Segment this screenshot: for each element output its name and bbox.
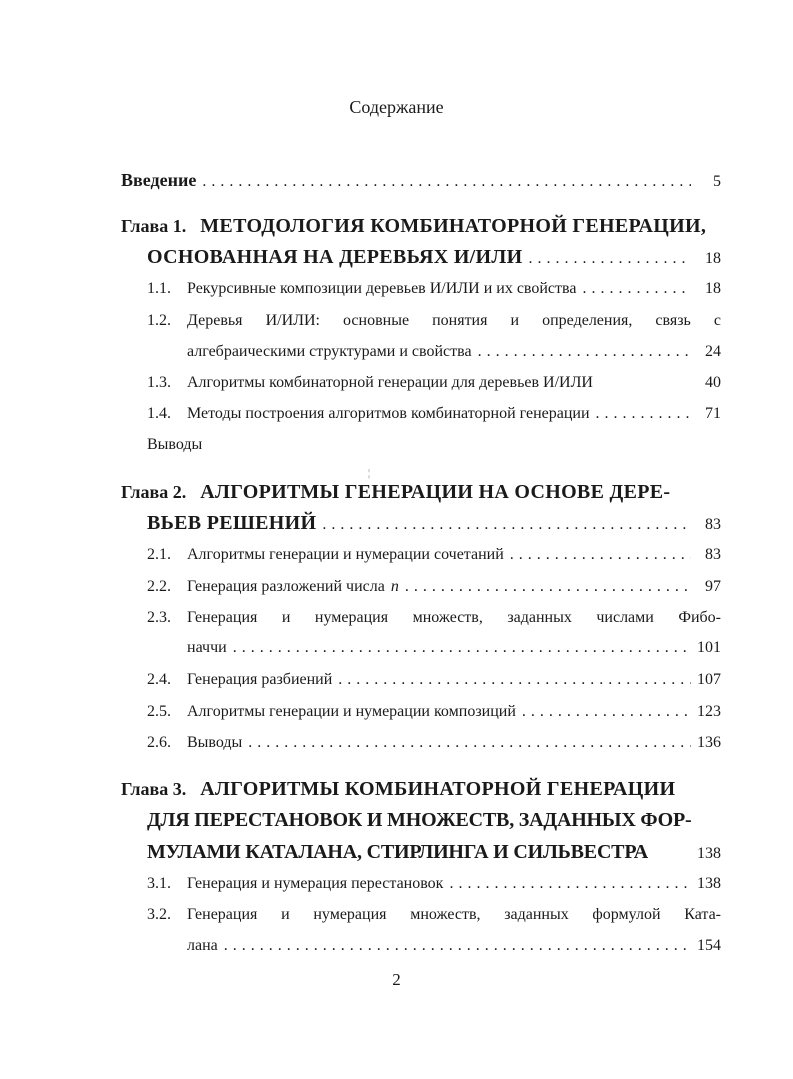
chapter-3-heading[interactable] bbox=[121, 778, 721, 801]
chapter-1-heading[interactable] bbox=[121, 215, 721, 238]
leader-dots bbox=[522, 703, 691, 721]
section-number: 3.1. bbox=[147, 875, 171, 892]
section-title: Генерация разложений числа bbox=[187, 578, 385, 595]
page-ref: 18 bbox=[705, 280, 721, 297]
page-ref: 18 bbox=[705, 250, 721, 267]
section-number: 2.5. bbox=[147, 703, 171, 720]
leader-dots bbox=[233, 639, 691, 657]
section-title: Алгоритмы комбинаторной генерации для деревьев И/ИЛИ bbox=[187, 374, 593, 391]
leader-dots bbox=[596, 405, 691, 423]
chapter-title-line: ОСНОВАННАЯ НА ДЕРЕВЬЯХ И/ИЛИ bbox=[147, 246, 523, 268]
section-title: Генерация и нумерация перестановок bbox=[187, 875, 444, 892]
toc-section[interactable] bbox=[147, 734, 721, 752]
leader-dots bbox=[582, 280, 691, 298]
page-ref: 5 bbox=[713, 173, 721, 190]
toc-section[interactable] bbox=[147, 312, 721, 330]
intro-label: Введение bbox=[121, 170, 197, 190]
page-ref: 24 bbox=[705, 343, 721, 360]
page-ref: 136 bbox=[697, 734, 721, 751]
chapter-3-heading-cont[interactable] bbox=[147, 809, 721, 832]
chapter-1-heading-cont[interactable] bbox=[147, 246, 721, 269]
leader-dots bbox=[322, 516, 691, 534]
section-title: Генерация и нумерация множеств, заданных формулой Ката- bbox=[187, 906, 721, 923]
section-title: алгебраическими структурами и свойства bbox=[187, 343, 472, 360]
section-title: наччи bbox=[187, 639, 227, 656]
section-title: лана bbox=[187, 937, 218, 954]
section-number: 1.1. bbox=[147, 280, 171, 297]
section-number: 2.6. bbox=[147, 734, 171, 751]
section-number: 2.4. bbox=[147, 671, 171, 688]
section-title: Выводы bbox=[147, 436, 203, 453]
chapter-title-line: АЛГОРИТМЫ ГЕНЕРАЦИИ НА ОСНОВЕ ДЕРЕ- bbox=[200, 481, 671, 503]
leader-dots bbox=[510, 546, 691, 564]
page-ref: 83 bbox=[705, 546, 721, 563]
toc-section-cont[interactable] bbox=[187, 937, 721, 955]
page-ref: 138 bbox=[697, 875, 721, 892]
toc-section[interactable] bbox=[147, 405, 721, 423]
section-title: Методы построения алгоритмов комбинаторной генерации bbox=[187, 405, 590, 422]
chapter-title-line: ДЛЯ ПЕРЕСТАНОВОК И МНОЖЕСТВ, ЗАДАННЫХ ФОР- bbox=[147, 809, 692, 831]
chapter-3-heading-cont[interactable] bbox=[147, 841, 721, 864]
toc-section-cont[interactable] bbox=[187, 639, 721, 657]
chapter-label: Глава 2. bbox=[121, 482, 187, 502]
section-title: Выводы bbox=[187, 734, 243, 751]
toc-section[interactable] bbox=[147, 546, 721, 564]
chapter-label: Глава 1. bbox=[121, 216, 187, 236]
chapter-title-line: ВЬЕВ РЕШЕНИЙ bbox=[147, 512, 317, 534]
leader-dots bbox=[338, 671, 691, 689]
page-ref: 138 bbox=[697, 845, 721, 862]
section-title: Алгоритмы генерации и нумерации композиций bbox=[187, 703, 516, 720]
toc-section[interactable] bbox=[147, 280, 721, 298]
section-title: Генерация и нумерация множеств, заданных числами Фибо- bbox=[187, 609, 721, 626]
page-ref: 83 bbox=[705, 516, 721, 533]
section-number: 1.4. bbox=[147, 405, 171, 422]
page-ref: 71 bbox=[705, 405, 721, 422]
page-ref: 97 bbox=[705, 578, 721, 595]
leader-dots bbox=[224, 937, 691, 955]
toc-conclusions[interactable] bbox=[147, 436, 202, 454]
page-ref: 123 bbox=[697, 703, 721, 720]
page-ref: 101 bbox=[697, 639, 721, 656]
leader-dots bbox=[478, 343, 691, 361]
section-title: Генерация разбиений bbox=[187, 671, 333, 688]
toc-section[interactable] bbox=[147, 609, 721, 627]
chapter-label: Глава 3. bbox=[121, 779, 187, 799]
section-number: 2.2. bbox=[147, 578, 171, 595]
toc-section[interactable] bbox=[147, 671, 721, 689]
section-number: 1.3. bbox=[147, 374, 171, 391]
section-number: 3.2. bbox=[147, 906, 171, 923]
toc-section[interactable] bbox=[147, 703, 721, 721]
leader-dots bbox=[528, 250, 691, 268]
leader-dots bbox=[248, 734, 691, 752]
leader-dots bbox=[202, 173, 691, 191]
section-number: 2.3. bbox=[147, 609, 171, 626]
chapter-title-line: МУЛАМИ КАТАЛАНА, СТИРЛИНГА И СИЛЬВЕСТРА bbox=[147, 841, 649, 863]
toc-section[interactable] bbox=[147, 906, 721, 924]
page-ref: 40 bbox=[705, 374, 721, 391]
section-number: 2.1. bbox=[147, 546, 171, 563]
page-ref: 107 bbox=[697, 671, 721, 688]
page-title: Содержание bbox=[349, 97, 444, 117]
toc-section[interactable] bbox=[147, 374, 721, 392]
section-title: Рекурсивные композиции деревьев И/ИЛИ и их свойства bbox=[187, 280, 577, 297]
chapter-title-line: АЛГОРИТМЫ КОМБИНАТОРНОЙ ГЕНЕРАЦИИ bbox=[200, 778, 676, 800]
page-ref: 154 bbox=[697, 937, 721, 954]
section-title: Алгоритмы генерации и нумерации сочетаний bbox=[187, 546, 504, 563]
section-title: Деревья И/ИЛИ: основные понятия и определения, связь с bbox=[187, 312, 721, 329]
leader-dots bbox=[449, 875, 691, 893]
chapter-title-line: МЕТОДОЛОГИЯ КОМБИНАТОРНОЙ ГЕНЕРАЦИИ, bbox=[200, 215, 707, 237]
scan-mark: ¦ bbox=[368, 468, 371, 479]
page-number: 2 bbox=[392, 970, 401, 989]
toc-section-cont[interactable] bbox=[187, 343, 721, 361]
toc-intro[interactable] bbox=[121, 170, 721, 191]
toc-section[interactable] bbox=[147, 578, 721, 596]
chapter-2-heading-cont[interactable] bbox=[147, 512, 721, 535]
chapter-2-heading[interactable] bbox=[121, 481, 721, 504]
section-number: 1.2. bbox=[147, 312, 171, 329]
leader-dots bbox=[405, 578, 691, 596]
toc-section[interactable] bbox=[147, 875, 721, 893]
math-variable: n bbox=[390, 578, 399, 595]
